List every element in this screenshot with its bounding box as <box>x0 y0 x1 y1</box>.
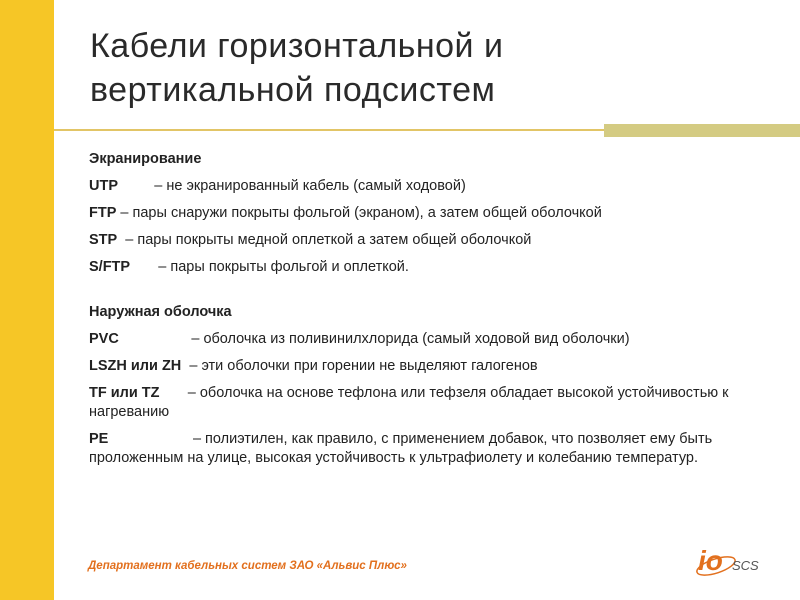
list-item <box>89 357 779 376</box>
item-term: PE <box>89 431 109 447</box>
item-description: полиэтилен, как правило, с применением добавок, что позволяет ему быть проложенным на улице, высокая устойчивость к ультрафиолету и колебанию температур. <box>89 431 713 466</box>
title-line-1: Кабели горизонтальной и <box>90 27 504 65</box>
item-term: LSZH или ZH <box>89 358 182 374</box>
title-line-2: вертикальной подсистем <box>90 71 496 109</box>
left-accent-bar <box>0 0 54 600</box>
list-item <box>89 330 779 349</box>
list-item <box>89 258 779 277</box>
logo-main-text: io <box>698 545 723 576</box>
item-description: оболочка на основе тефлона или тефзеля обладает высокой устойчивостью к нагреванию <box>89 385 729 420</box>
item-description: не экранированный кабель (самый ходовой) <box>166 178 466 194</box>
item-term: FTP <box>89 205 117 221</box>
item-term: PVC <box>89 331 119 347</box>
logo-sub-text: SCS <box>732 558 759 573</box>
section-heading-jacket: Наружная оболочка <box>89 304 232 320</box>
item-separator: – <box>181 358 202 374</box>
slide-content <box>89 150 779 468</box>
item-description: эти оболочки при горении не выделяют галогенов <box>201 358 538 374</box>
item-description: пары покрыты фольгой и оплеткой. <box>170 259 409 275</box>
item-term: TF или TZ <box>89 385 160 401</box>
section-heading-shielding: Экранирование <box>89 151 202 167</box>
item-description: пары снаружи покрыты фольгой (экраном), а затем общей оболочкой <box>132 205 602 221</box>
footer-department: Департамент кабельных систем ЗАО «Альвис Плюс» <box>88 560 407 572</box>
ioscs-logo <box>694 540 766 580</box>
item-description: пары покрыты медной оплеткой а затем общей оболочкой <box>137 232 532 248</box>
list-item <box>89 204 779 223</box>
item-separator: – <box>116 205 133 221</box>
item-term: STP <box>89 232 118 248</box>
item-term: S/FTP <box>89 259 131 275</box>
item-term: UTP <box>89 178 118 194</box>
title-divider-block <box>604 124 800 137</box>
item-separator: – <box>117 232 138 248</box>
item-separator: – <box>118 178 167 194</box>
list-item <box>89 430 779 468</box>
item-separator: – <box>118 331 204 347</box>
item-separator: – <box>130 259 171 275</box>
list-item <box>89 231 779 250</box>
item-description: оболочка из поливинилхлорида (самый ходовой вид оболочки) <box>203 331 630 347</box>
item-separator: – <box>108 431 206 447</box>
list-item <box>89 384 779 422</box>
list-item <box>89 177 779 196</box>
slide-title <box>90 24 770 112</box>
item-separator: – <box>159 385 200 401</box>
